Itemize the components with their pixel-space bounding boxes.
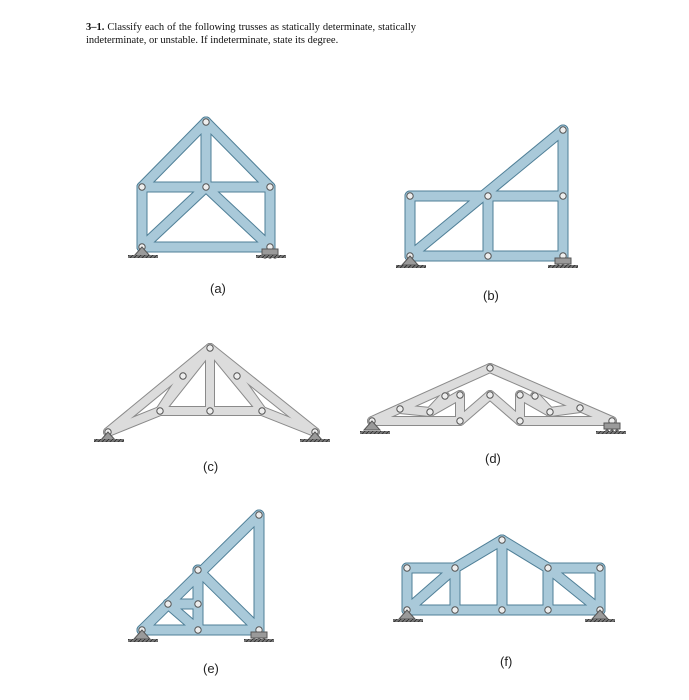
truss-joint (165, 601, 171, 607)
truss-e (128, 512, 274, 642)
roller-support (251, 632, 267, 638)
truss-member (548, 568, 600, 610)
truss-joint (259, 408, 265, 414)
figure-label-b: (b) (483, 288, 499, 303)
truss-joint (560, 127, 566, 133)
truss-joint (545, 565, 551, 571)
ground-line (256, 255, 286, 258)
truss-joint (457, 418, 463, 424)
truss-member (407, 568, 455, 610)
truss-joint (207, 345, 213, 351)
truss-f (393, 537, 615, 622)
truss-joint (560, 193, 566, 199)
roller-support (555, 258, 571, 264)
truss-member (455, 540, 502, 568)
truss-joint (597, 565, 603, 571)
truss-member (108, 348, 210, 432)
truss-joint (203, 119, 209, 125)
truss-joint (577, 405, 583, 411)
truss-joint (397, 406, 403, 412)
ground-line (596, 431, 626, 434)
ground-line (360, 431, 390, 434)
truss-joint (547, 409, 553, 415)
truss-member (206, 187, 270, 247)
truss-joint (517, 418, 523, 424)
truss-joint (442, 393, 448, 399)
figure-label-e: (e) (203, 661, 219, 676)
ground-line (244, 639, 274, 642)
ground-line (585, 619, 615, 622)
truss-member (400, 409, 430, 412)
truss-joint (499, 537, 505, 543)
problem-number: 3–1. (86, 22, 105, 33)
roller-support (262, 249, 278, 255)
ground-line (393, 619, 423, 622)
truss-joint (452, 607, 458, 613)
truss-joint (427, 409, 433, 415)
truss-joint (532, 393, 538, 399)
figure-label-d: (d) (485, 451, 501, 466)
truss-joint (203, 184, 209, 190)
roller-support (604, 423, 620, 429)
truss-joint (180, 373, 186, 379)
figure-label-f: (f) (500, 654, 513, 669)
truss-joint (195, 627, 201, 633)
ground-line (300, 439, 330, 442)
truss-joint (457, 392, 463, 398)
truss-member (142, 122, 206, 187)
problem-text: Classify each of the following trusses as statically determinate, statically indeterminate, or unstable. If indeterminate, state its degree. (86, 22, 417, 46)
truss-joint (545, 607, 551, 613)
truss-member (198, 570, 259, 630)
truss-joint (234, 373, 240, 379)
truss-joint (407, 193, 413, 199)
ground-line (396, 265, 426, 268)
figure-label-a: (a) (210, 281, 226, 296)
truss-joint (195, 601, 201, 607)
truss-joint (207, 408, 213, 414)
truss-member (550, 408, 580, 412)
ground-line (128, 639, 158, 642)
truss-joint (195, 567, 201, 573)
truss-member (210, 348, 315, 432)
truss-joint (487, 365, 493, 371)
ground-line (94, 439, 124, 442)
truss-joint (404, 565, 410, 571)
truss-member (502, 540, 548, 568)
truss-d (360, 365, 626, 434)
truss-member (206, 122, 270, 187)
truss-joint (517, 392, 523, 398)
truss-joint (499, 607, 505, 613)
truss-joint (256, 512, 262, 518)
truss-a (128, 119, 286, 259)
truss-member (142, 187, 206, 247)
truss-joint (485, 193, 491, 199)
figure-label-c: (c) (203, 459, 219, 474)
truss-b (396, 127, 578, 268)
truss-joint (267, 184, 273, 190)
truss-joint (452, 565, 458, 571)
ground-line (548, 265, 578, 268)
truss-joint (157, 408, 163, 414)
ground-line (128, 255, 158, 258)
truss-joint (487, 392, 493, 398)
truss-c (94, 345, 330, 442)
truss-joint (485, 253, 491, 259)
truss-joint (139, 184, 145, 190)
